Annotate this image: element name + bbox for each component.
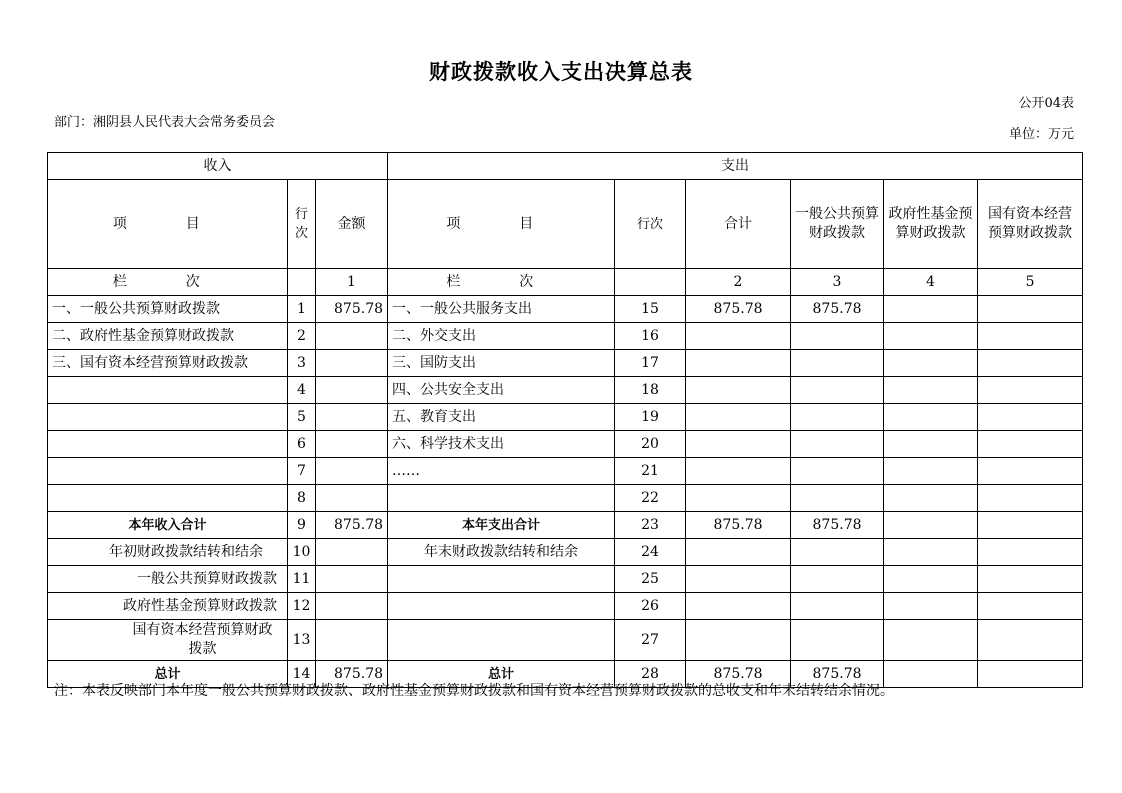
total-value: 875.78 [686, 512, 791, 539]
income-row-no: 12 [288, 593, 316, 620]
col3-label: 3 [791, 269, 884, 296]
income-row-no-header: 行次 [288, 180, 316, 269]
income-item: 总计 [48, 661, 288, 688]
expense-row-no: 19 [615, 404, 686, 431]
amount-header: 金额 [316, 180, 388, 269]
income-item-header: 项 目 [48, 180, 288, 269]
expense-item: 二、外交支出 [388, 323, 615, 350]
income-amount [316, 377, 388, 404]
expense-item: 六、科学技术支出 [388, 431, 615, 458]
gov-fund-value [884, 404, 978, 431]
income-amount: 875.78 [316, 661, 388, 688]
state-capital-value [978, 323, 1083, 350]
general-budget-value [791, 593, 884, 620]
state-capital-header: 国有资本经营预算财政拨款 [978, 180, 1083, 269]
expense-row-no: 22 [615, 485, 686, 512]
state-capital-value [978, 620, 1083, 661]
expense-row-no: 21 [615, 458, 686, 485]
income-item [48, 458, 288, 485]
total-value: 875.78 [686, 296, 791, 323]
expense-row-no: 28 [615, 661, 686, 688]
general-budget-value [791, 458, 884, 485]
expense-item [388, 620, 615, 661]
form-code: 公开04表 [1018, 96, 1074, 111]
table-row [48, 458, 1083, 485]
expense-row-no-header: 行次 [615, 180, 686, 269]
general-budget-value [791, 404, 884, 431]
income-item: 国有资本经营预算财政拨款 [48, 620, 288, 661]
gov-fund-value [884, 377, 978, 404]
state-capital-value [978, 296, 1083, 323]
income-item: 一、一般公共预算财政拨款 [48, 296, 288, 323]
total-value [686, 593, 791, 620]
gov-fund-value [884, 593, 978, 620]
table-row [48, 485, 1083, 512]
col4-label: 4 [884, 269, 978, 296]
income-row-no: 10 [288, 539, 316, 566]
income-item [48, 485, 288, 512]
col5-label: 5 [978, 269, 1083, 296]
income-amount [316, 620, 388, 661]
gov-fund-value [884, 620, 978, 661]
general-budget-value [791, 539, 884, 566]
expense-row-no: 17 [615, 350, 686, 377]
income-amount: 875.78 [316, 512, 388, 539]
state-capital-value [978, 539, 1083, 566]
state-capital-value [978, 593, 1083, 620]
expense-header: 支出 [388, 153, 1083, 180]
gov-fund-value [884, 539, 978, 566]
page-title: 财政拨款收入支出决算总表 [429, 59, 693, 84]
gov-fund-value [884, 431, 978, 458]
income-row-no: 2 [288, 323, 316, 350]
income-item: 二、政府性基金预算财政拨款 [48, 323, 288, 350]
total-value [686, 323, 791, 350]
expense-item: 三、国防支出 [388, 350, 615, 377]
general-budget-value [791, 350, 884, 377]
table-row-subtotal [48, 512, 1083, 539]
table-row [48, 539, 1083, 566]
expense-row-no: 18 [615, 377, 686, 404]
expense-row-no: 16 [615, 323, 686, 350]
income-row-no: 7 [288, 458, 316, 485]
income-header: 收入 [48, 153, 388, 180]
income-column-label: 栏 次 [48, 269, 288, 296]
expense-item: …… [388, 458, 615, 485]
income-item: 一般公共预算财政拨款 [48, 566, 288, 593]
general-budget-value [791, 377, 884, 404]
table-row [48, 350, 1083, 377]
table-row [48, 323, 1083, 350]
table-row [48, 296, 1083, 323]
income-item [48, 377, 288, 404]
empty-cell [288, 269, 316, 296]
income-row-no: 11 [288, 566, 316, 593]
total-value: 875.78 [686, 661, 791, 688]
table-header-row [48, 180, 1083, 269]
income-item: 三、国有资本经营预算财政拨款 [48, 350, 288, 377]
income-amount [316, 404, 388, 431]
income-row-no: 8 [288, 485, 316, 512]
expense-column-label: 栏 次 [388, 269, 615, 296]
total-value [686, 566, 791, 593]
income-item [48, 404, 288, 431]
general-budget-value [791, 566, 884, 593]
expense-item: 一、一般公共服务支出 [388, 296, 615, 323]
gov-fund-value [884, 296, 978, 323]
total-value [686, 458, 791, 485]
income-row-no: 13 [288, 620, 316, 661]
department-label: 部门：湘阴县人民代表大会常务委员会 [54, 115, 276, 130]
total-value [686, 350, 791, 377]
expense-row-no: 24 [615, 539, 686, 566]
general-budget-value [791, 323, 884, 350]
general-budget-value: 875.78 [791, 512, 884, 539]
state-capital-value [978, 458, 1083, 485]
expense-row-no: 25 [615, 566, 686, 593]
total-value [686, 620, 791, 661]
expense-item: 总计 [388, 661, 615, 688]
expense-item [388, 485, 615, 512]
table-row [48, 593, 1083, 620]
state-capital-value [978, 661, 1083, 688]
state-capital-value [978, 350, 1083, 377]
income-item: 年初财政拨款结转和结余 [48, 539, 288, 566]
income-amount [316, 350, 388, 377]
state-capital-value [978, 404, 1083, 431]
state-capital-value [978, 431, 1083, 458]
gov-fund-value [884, 566, 978, 593]
table-row [48, 431, 1083, 458]
expense-item: 五、教育支出 [388, 404, 615, 431]
table-row [48, 377, 1083, 404]
expense-item [388, 593, 615, 620]
income-row-no: 14 [288, 661, 316, 688]
expense-row-no: 26 [615, 593, 686, 620]
expense-item [388, 566, 615, 593]
gov-fund-value [884, 323, 978, 350]
expense-item: 四、公共安全支出 [388, 377, 615, 404]
gov-fund-value [884, 661, 978, 688]
table-header-group-row [48, 153, 1083, 180]
general-budget-value [791, 431, 884, 458]
general-budget-header: 一般公共预算财政拨款 [791, 180, 884, 269]
table-row [48, 566, 1083, 593]
column-number-row [48, 269, 1083, 296]
general-budget-value [791, 485, 884, 512]
expense-row-no: 20 [615, 431, 686, 458]
state-capital-value [978, 566, 1083, 593]
state-capital-value [978, 485, 1083, 512]
general-budget-value: 875.78 [791, 296, 884, 323]
unit-label: 单位：万元 [1008, 127, 1074, 142]
income-row-no: 4 [288, 377, 316, 404]
income-row-no: 3 [288, 350, 316, 377]
income-row-no: 5 [288, 404, 316, 431]
expense-item-header: 项 目 [388, 180, 615, 269]
table-row [48, 404, 1083, 431]
income-item [48, 431, 288, 458]
income-row-no: 6 [288, 431, 316, 458]
general-budget-value [791, 620, 884, 661]
expense-row-no: 23 [615, 512, 686, 539]
gov-fund-value [884, 485, 978, 512]
gov-fund-value [884, 458, 978, 485]
income-item: 政府性基金预算财政拨款 [48, 593, 288, 620]
income-row-no: 9 [288, 512, 316, 539]
empty-cell [615, 269, 686, 296]
total-value [686, 485, 791, 512]
income-amount [316, 593, 388, 620]
expense-row-no: 27 [615, 620, 686, 661]
gov-fund-value [884, 350, 978, 377]
income-amount [316, 539, 388, 566]
total-header: 合计 [686, 180, 791, 269]
income-amount [316, 323, 388, 350]
col1-label: 1 [316, 269, 388, 296]
state-capital-value [978, 377, 1083, 404]
expense-row-no: 15 [615, 296, 686, 323]
income-amount [316, 485, 388, 512]
state-capital-value [978, 512, 1083, 539]
gov-fund-value [884, 512, 978, 539]
general-budget-value: 875.78 [791, 661, 884, 688]
expense-item: 年末财政拨款结转和结余 [388, 539, 615, 566]
income-amount [316, 431, 388, 458]
col2-label: 2 [686, 269, 791, 296]
income-amount: 875.78 [316, 296, 388, 323]
gov-fund-header: 政府性基金预算财政拨款 [884, 180, 978, 269]
footnote: 注：本表反映部门本年度一般公共预算财政拨款、政府性基金预算财政拨款和国有资本经营预算财政拨款的总收支和年末结转结余情况。 [54, 683, 894, 699]
total-value [686, 539, 791, 566]
total-value [686, 404, 791, 431]
total-value [686, 431, 791, 458]
budget-table [47, 152, 1083, 688]
total-value [686, 377, 791, 404]
income-row-no: 1 [288, 296, 316, 323]
income-amount [316, 566, 388, 593]
income-amount [316, 458, 388, 485]
expense-item: 本年支出合计 [388, 512, 615, 539]
income-item: 本年收入合计 [48, 512, 288, 539]
table-row [48, 620, 1083, 661]
